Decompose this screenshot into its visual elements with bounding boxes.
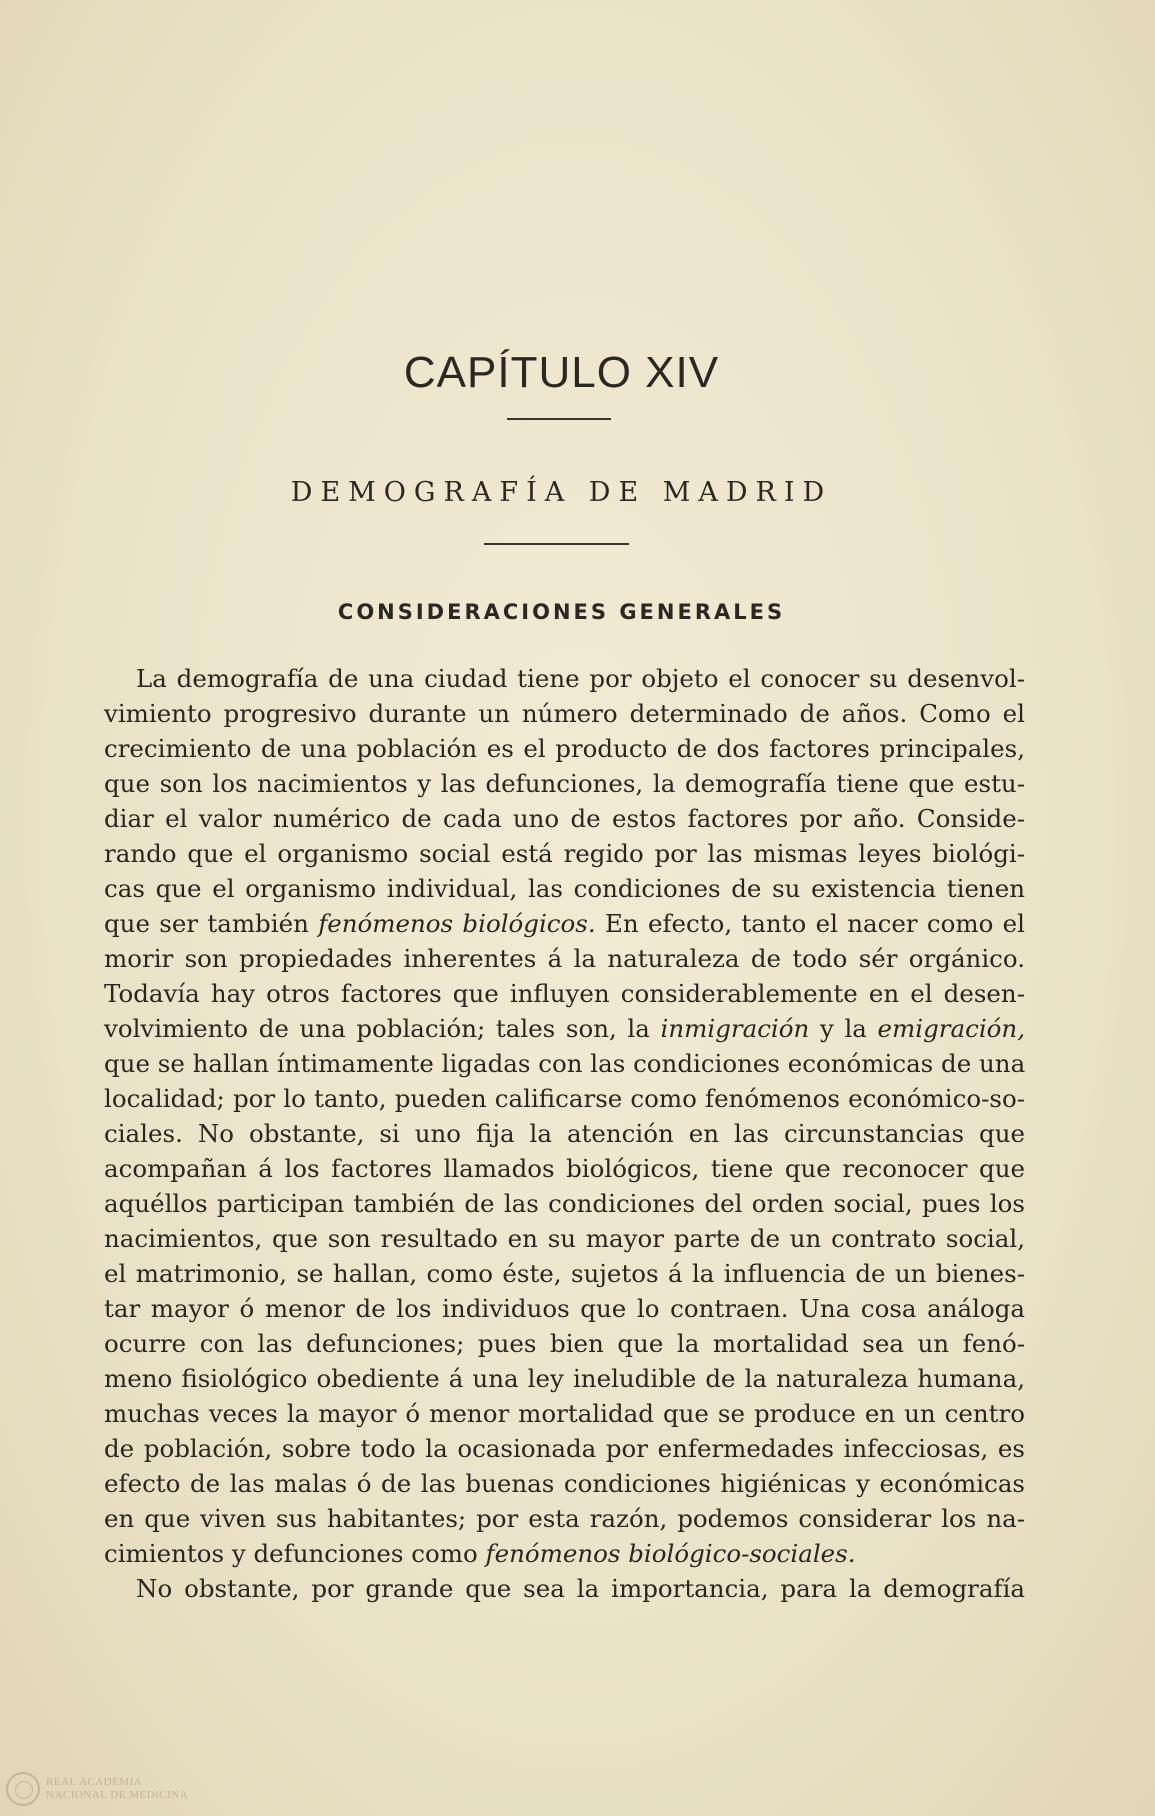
text-line: ciales. No obstante, si uno fija la atención en las circunstancias que	[104, 1119, 1025, 1148]
text-line: que se hallan íntimamente ligadas con las condiciones económicas de una	[104, 1049, 1026, 1078]
text-line: cas que el organismo individual, las condiciones de su existencia tienen	[104, 874, 1025, 903]
text-line: en que viven sus habitantes; por esta razón, podemos considerar los na-	[104, 1504, 1025, 1533]
text-line: muchas veces la mayor ó menor mortalidad que se produce en un centro	[104, 1399, 1025, 1428]
text-line: nacimientos, que son resultado en su mayor parte de un contrato social,	[104, 1224, 1025, 1253]
text-line: morir son propiedades inherentes á la naturaleza de todo sér orgánico.	[104, 944, 1025, 973]
section-title: DEMOGRAFÍA DE MADRID	[290, 477, 833, 508]
text-line: ocurre con las defunciones; pues bien que la mortalidad sea un fenó-	[104, 1329, 1025, 1358]
library-watermark	[6, 1772, 188, 1806]
text-segment: que ser también	[104, 909, 309, 938]
text-line	[104, 906, 1025, 941]
text-line: aquéllos participan también de las condiciones del orden social, pues los	[104, 1189, 1025, 1218]
italic-term: emigración,	[877, 1014, 1025, 1043]
text-line: vimiento progresivo durante un número determinado de años. Como el	[104, 699, 1025, 728]
italic-term: fenómenos biológico-sociales.	[485, 1539, 856, 1568]
text-line: el matrimonio, se hallan, como éste, sujetos á la influencia de un bienes-	[104, 1259, 1025, 1288]
text-line	[104, 1536, 1025, 1571]
text-segment: En efecto, tanto el nacer como el	[604, 909, 1025, 938]
text-line: que son los nacimientos y las defunciones, la demografía tiene que estu-	[104, 769, 1025, 798]
text-segment: y la	[819, 1014, 867, 1043]
text-line: Todavía hay otros factores que influyen considerablemente en el desen-	[104, 979, 1025, 1008]
body-text	[104, 661, 1025, 1606]
section-divider	[484, 543, 629, 545]
italic-term: fenómenos biológicos.	[318, 909, 596, 938]
text-line: de población, sobre todo la ocasionada por enfermedades infecciosas, es	[104, 1434, 1025, 1463]
text-line: localidad; por lo tanto, pueden calificarse como fenómenos económico-so-	[104, 1084, 1025, 1113]
subsection-title: CONSIDERACIONES GENERALES	[337, 600, 786, 624]
text-line: No obstante, por grande que sea la importancia, para la demografía	[136, 1574, 1025, 1603]
text-line: crecimiento de una población es el producto de dos factores principales,	[104, 734, 1025, 763]
watermark-line: NACIONAL DE MEDICINA	[46, 1789, 189, 1801]
text-line	[104, 1011, 1025, 1046]
title-divider	[507, 418, 611, 420]
text-segment: cimientos y defunciones como	[104, 1539, 478, 1568]
text-line: efecto de las malas ó de las buenas condiciones higiénicas y económicas	[104, 1469, 1025, 1498]
text-line: La demografía de una ciudad tiene por objeto el conocer su desenvol-	[136, 664, 1025, 693]
seal-icon	[6, 1772, 40, 1806]
watermark-line: REAL ACADEMIA	[46, 1776, 143, 1788]
text-line: acompañan á los factores llamados biológicos, tiene que reconocer que	[104, 1154, 1025, 1183]
text-line: tar mayor ó menor de los individuos que lo contraen. Una cosa análoga	[104, 1294, 1025, 1323]
watermark-text	[46, 1776, 188, 1802]
text-line: diar el valor numérico de cada uno de estos factores por año. Conside-	[104, 804, 1025, 833]
text-line: rando que el organismo social está regido por las mismas leyes biológi-	[104, 839, 1025, 868]
italic-term: inmigración	[660, 1014, 810, 1043]
text-line: meno fisiológico obediente á una ley ineludible de la naturaleza humana,	[104, 1364, 1025, 1393]
text-segment: volvimiento de una población; tales son, la	[104, 1014, 650, 1043]
chapter-title: CAPÍTULO XIV	[403, 348, 720, 397]
